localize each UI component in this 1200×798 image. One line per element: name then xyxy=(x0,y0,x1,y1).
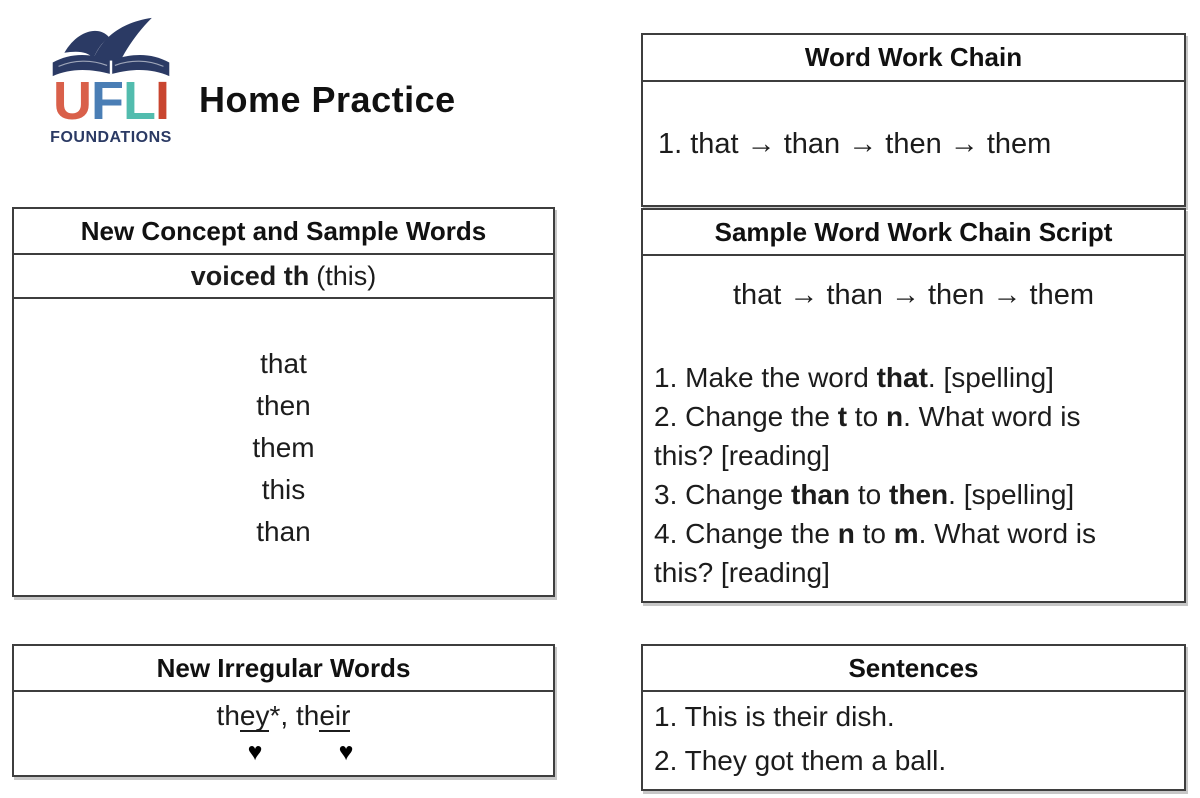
concept-row xyxy=(14,255,553,299)
step-text: 3. Change xyxy=(654,479,791,510)
word-work-chain-title: Word Work Chain xyxy=(643,35,1184,82)
logo-letter: L xyxy=(122,71,155,131)
sentence: 1. This is their dish. xyxy=(654,701,895,732)
new-concept-box xyxy=(12,207,555,597)
step-text: to xyxy=(850,479,890,510)
concept-example: (this) xyxy=(316,260,377,291)
logo-letter: F xyxy=(90,71,123,131)
logo-acronym xyxy=(36,71,186,131)
word2-prefix: th xyxy=(295,700,320,731)
sentences-title: Sentences xyxy=(643,646,1184,692)
step-text: this? [reading] xyxy=(654,557,830,588)
concept-name: voiced th xyxy=(190,260,310,291)
step-bold-word: t xyxy=(837,401,848,432)
script-title: Sample Word Work Chain Script xyxy=(643,210,1184,256)
script-chain-line: that → than → then → them xyxy=(732,279,1095,311)
step-text: this? [reading] xyxy=(654,440,830,471)
word1-prefix: th xyxy=(216,700,240,731)
heart-icon: ♥ xyxy=(247,738,263,766)
heart-icon: ♥ xyxy=(338,738,354,766)
step-text: . [spelling] xyxy=(948,479,1075,510)
sample-word: them xyxy=(252,432,315,463)
step-text: . What word is xyxy=(918,518,1097,549)
ufli-logo xyxy=(36,12,186,146)
sentences-box xyxy=(641,644,1186,791)
sample-word: than xyxy=(256,516,311,547)
step-bold-word: n xyxy=(837,518,855,549)
step-text: to xyxy=(854,518,894,549)
step-bold-word: that xyxy=(876,362,928,393)
word1-underlined: ey xyxy=(239,700,270,731)
script-step-line xyxy=(654,475,1184,514)
sample-word: this xyxy=(261,474,306,505)
word1-suffix: * xyxy=(269,700,281,731)
irregular-words-title: New Irregular Words xyxy=(14,646,553,692)
script-step-line xyxy=(654,514,1184,553)
sentence: 2. They got them a ball. xyxy=(654,745,947,776)
script-step-line xyxy=(654,553,1184,592)
step-text: 2. Change the xyxy=(654,401,838,432)
bird-and-book-icon xyxy=(41,12,181,80)
irregular-words-body xyxy=(14,700,553,785)
word2-underlined: eir xyxy=(319,700,351,731)
sentences-list xyxy=(643,692,1184,783)
step-bold-word: m xyxy=(893,518,919,549)
script-step-line xyxy=(654,436,1184,475)
word-work-chain-box xyxy=(641,33,1186,207)
script-step-line xyxy=(654,358,1184,397)
step-text: . [spelling] xyxy=(927,362,1054,393)
logo-letter: I xyxy=(154,71,169,131)
sample-words-list xyxy=(14,299,553,553)
step-text: to xyxy=(847,401,886,432)
step-bold-word: then xyxy=(889,479,949,510)
logo-letter: U xyxy=(52,71,91,131)
page-title: Home Practice xyxy=(199,79,456,120)
new-concept-title: New Concept and Sample Words xyxy=(14,209,553,255)
step-bold-word: n xyxy=(885,401,904,432)
step-text: . What word is xyxy=(903,401,1081,432)
script-step-line xyxy=(654,397,1184,436)
step-bold-word: than xyxy=(791,479,851,510)
irregular-words-line xyxy=(14,700,553,732)
script-steps xyxy=(643,358,1184,592)
script-box xyxy=(641,208,1186,603)
word-work-chain-line: 1. that → than → then → them xyxy=(658,128,1052,160)
logo-subtitle: FOUNDATIONS xyxy=(50,129,172,147)
step-text: 1. Make the word xyxy=(654,362,877,393)
sample-word: that xyxy=(260,348,307,379)
word-separator: , xyxy=(280,700,296,731)
new-irregular-words-box xyxy=(12,644,555,777)
sample-word: then xyxy=(256,390,311,421)
step-text: 4. Change the xyxy=(654,518,838,549)
